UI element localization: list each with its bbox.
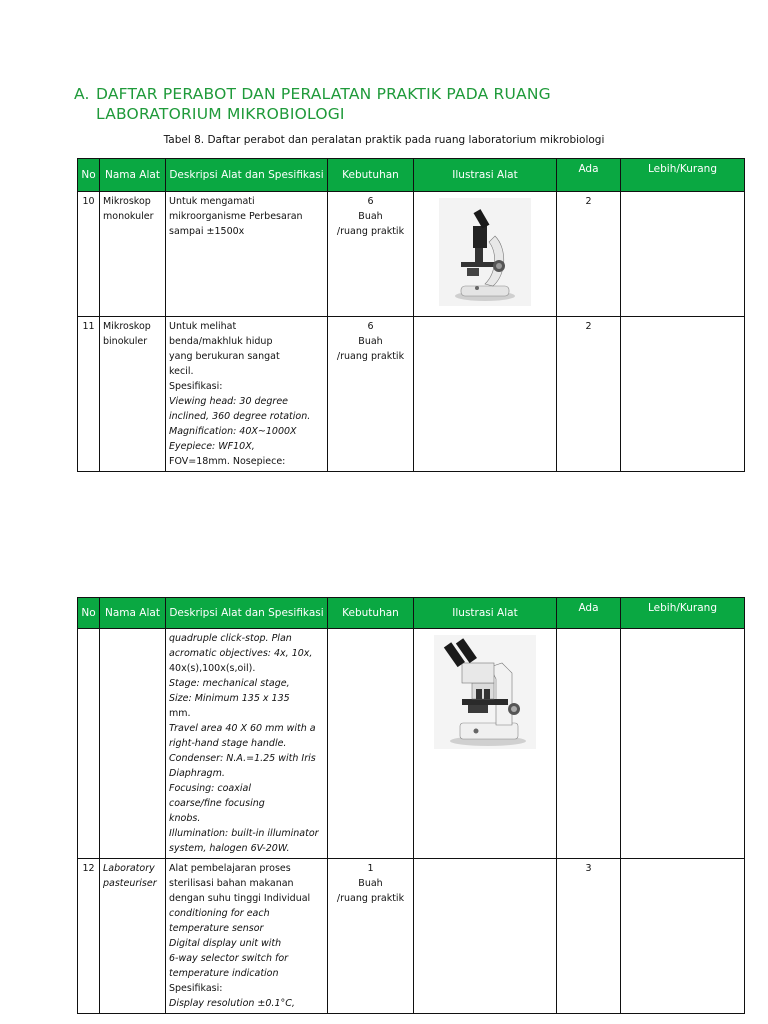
cell-lebih-kurang: [621, 317, 745, 472]
cell-need: [328, 629, 414, 859]
cell-ada: 2: [557, 317, 621, 472]
cell-name: [100, 629, 166, 859]
cell-ada: 3: [557, 859, 621, 1014]
col-header-illustration: Ilustrasi Alat: [414, 159, 557, 192]
monocular-microscope-image: [437, 196, 533, 308]
table-header-row: [78, 598, 745, 629]
section-title-line1: DAFTAR PERABOT DAN PERALATAN PRAKTIK PADA RUANG: [96, 85, 551, 103]
col-header-name: Nama Alat: [100, 159, 166, 192]
cell-no: [78, 629, 100, 859]
table-row: [78, 192, 745, 317]
cell-ada: 2: [557, 192, 621, 317]
cell-illustration: [414, 317, 557, 472]
table-caption: Tabel 8. Daftar perabot dan peralatan praktik pada ruang laboratorium mikrobiologi: [163, 134, 605, 146]
cell-no: 11: [78, 317, 100, 472]
cell-name: Laboratory pasteuriser: [100, 859, 166, 1014]
equipment-table-2: [77, 597, 745, 1014]
cell-description: Untuk mengamati mikroorganisme Perbesaran sampai ±1500x: [166, 192, 328, 317]
col-header-need: Kebutuhan: [328, 159, 414, 192]
col-header-no: No: [78, 159, 100, 192]
col-header-lebih-kurang: Lebih/Kurang: [621, 159, 745, 192]
section-title-line2: LABORATORIUM MIKROBIOLOGI: [96, 105, 345, 123]
col-header-description: Deskripsi Alat dan Spesifikasi: [166, 598, 328, 629]
section-letter: A.: [74, 85, 90, 103]
cell-illustration: [414, 192, 557, 317]
cell-no: 10: [78, 192, 100, 317]
cell-description: quadruple click-stop. Plan acromatic objectives: 4x, 10x, 40x(s),100x(s,oil). Stage: mechanical stage, Size: Minimum 135 x 135 mm. Travel area 40 X 60 mm with a right-hand stage handle. Condenser: N.A.=1.25 with Iris Diaphragm. Focusing: coaxial coarse/fine focusing knobs. Illumination: built-in illuminator system, halogen 6V-20W.: [166, 629, 328, 859]
cell-need: 1 Buah /ruang praktik: [328, 859, 414, 1014]
cell-name: Mikroskop binokuler: [100, 317, 166, 472]
col-header-ada: Ada: [557, 598, 621, 629]
cell-lebih-kurang: [621, 629, 745, 859]
cell-name: Mikroskop monokuler: [100, 192, 166, 317]
cell-description: Untuk melihat benda/makhluk hidup yang berukuran sangat kecil. Spesifikasi: Viewing head: 30 degree inclined, 360 degree rotation. Magnification: 40X~1000X Eyepiece: WF10X, FOV=18mm. Nosepiece:: [166, 317, 328, 472]
table-row: [78, 859, 745, 1014]
col-header-ada: Ada: [557, 159, 621, 192]
col-header-need: Kebutuhan: [328, 598, 414, 629]
col-header-description: Deskripsi Alat dan Spesifikasi: [166, 159, 328, 192]
cell-lebih-kurang: [621, 192, 745, 317]
cell-no: 12: [78, 859, 100, 1014]
section-heading: [74, 84, 551, 124]
cell-illustration: [414, 629, 557, 859]
col-header-no: No: [78, 598, 100, 629]
cell-need: 6 Buah /ruang praktik: [328, 192, 414, 317]
col-header-name: Nama Alat: [100, 598, 166, 629]
cell-description: Alat pembelajaran proses sterilisasi bahan makanan dengan suhu tinggi Individual conditioning for each temperature sensor Digital display unit with 6-way selector switch for temperature indication Spesifikasi: Display resolution ±0.1°C,: [166, 859, 328, 1014]
col-header-lebih-kurang: Lebih/Kurang: [621, 598, 745, 629]
col-header-illustration: Ilustrasi Alat: [414, 598, 557, 629]
cell-need: 6 Buah /ruang praktik: [328, 317, 414, 472]
equipment-table-1: [77, 158, 745, 472]
table-row: [78, 629, 745, 859]
cell-lebih-kurang: [621, 859, 745, 1014]
cell-illustration: [414, 859, 557, 1014]
table-header-row: [78, 159, 745, 192]
cell-ada: [557, 629, 621, 859]
binocular-microscope-image: [432, 633, 538, 751]
table-row: [78, 317, 745, 472]
